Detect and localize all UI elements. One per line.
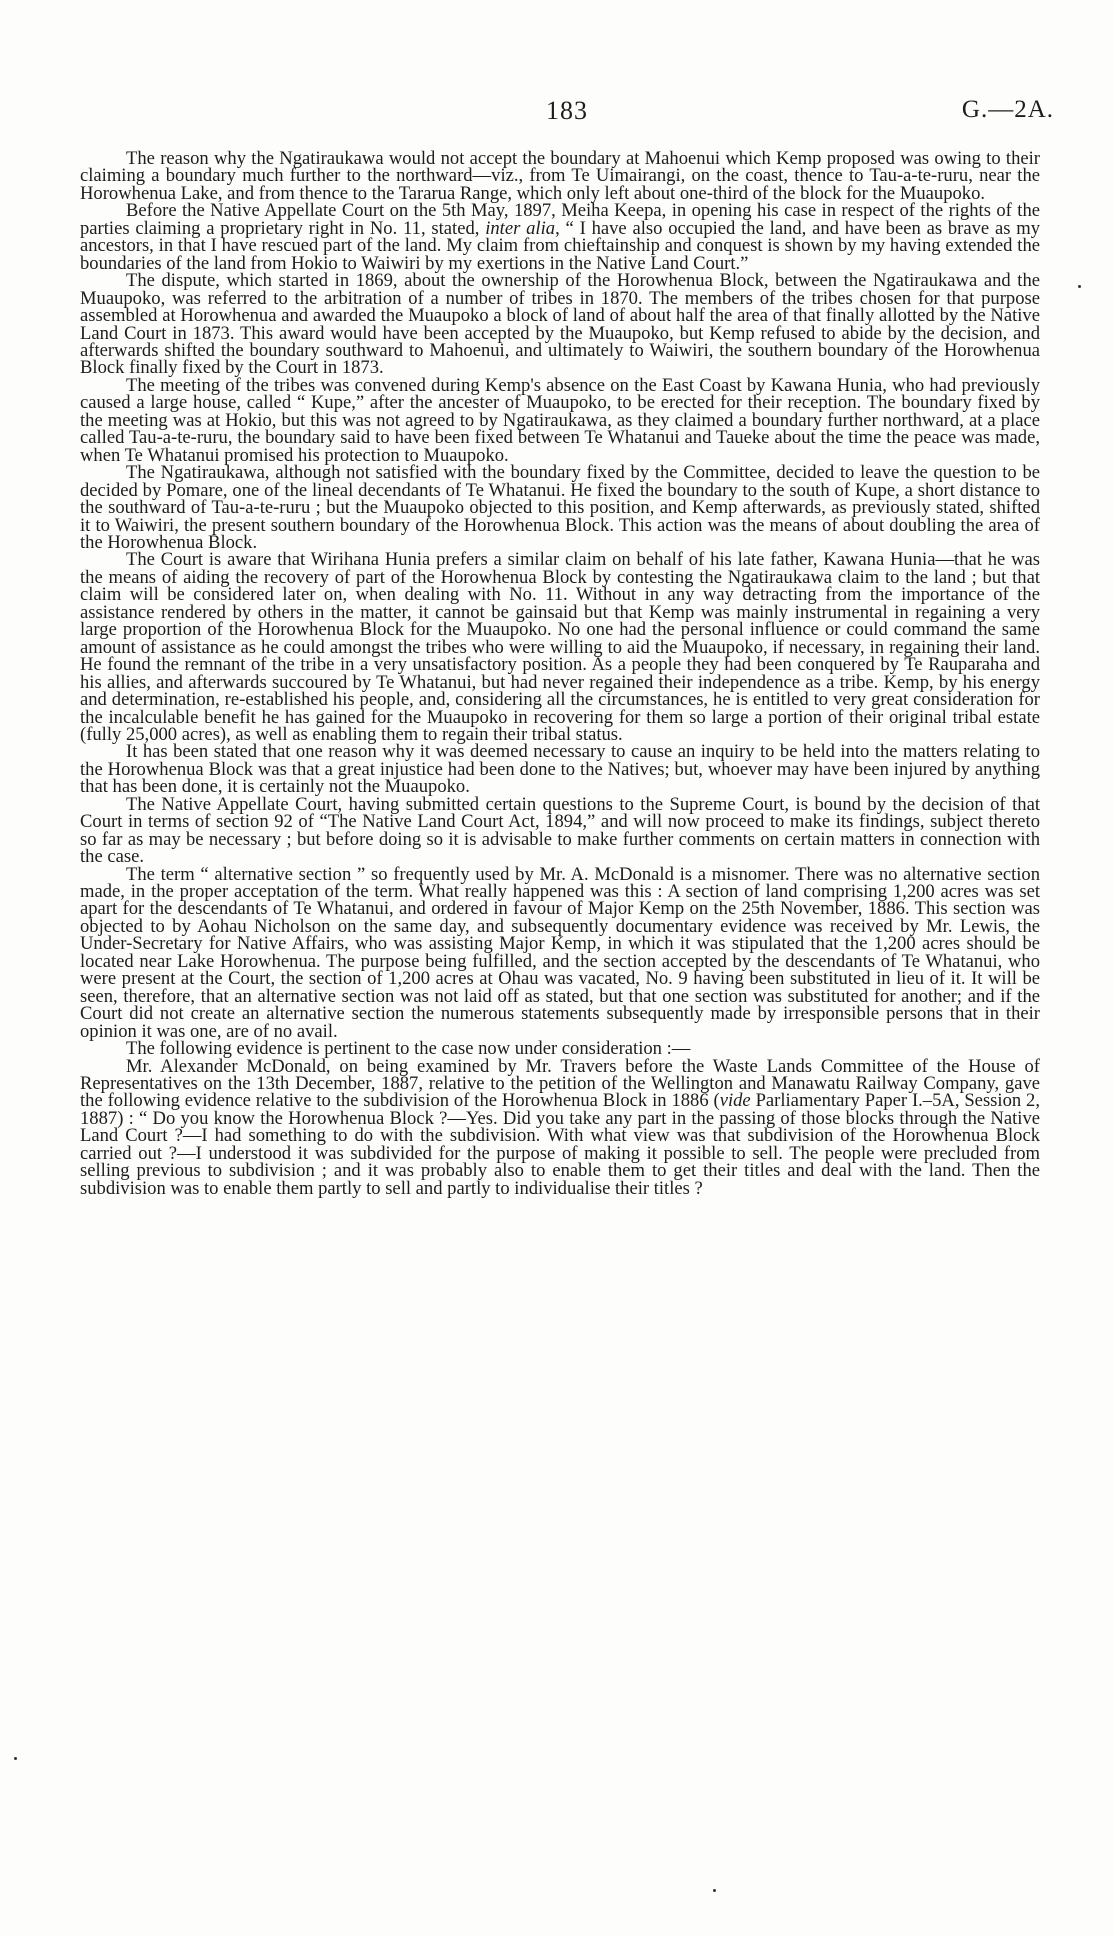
margin-speck (14, 1757, 17, 1760)
paragraph-2 (80, 202, 1040, 272)
margin-speck (1078, 285, 1081, 288)
paragraph-11-text-a: Mr. Alexander McDonald, on being examined by Mr. Travers before the Waste Lands Committee of the House of Representatives on the 13th December, 1887, relative to the petition of the Wellington and Manawatu Railway Company, gave the following evidence relative to the subdivision of the Horowhenua Block in 1886 ( (80, 1055, 1040, 1112)
paragraph-7: It has been stated that one reason why it was deemed necessary to cause an inquiry to be held into the matters relating to the Horowhenua Block was that a great injustice had been done to the Natives; but, whoever may have been injured by anything that has been done, it is certainly not the Muaupoko. (80, 741, 1040, 798)
document-reference: G.—2A. (961, 96, 1054, 123)
paragraph-2-text-a: Before the Native Appellate Court on the 5th May, 1897, Meiha Keepa, in opening his case in respect of the rights of the parties claiming a proprietary right in No. 11, stated, (80, 200, 1040, 239)
page-number: 183 (546, 96, 588, 125)
paragraph-11 (80, 1055, 1040, 1199)
paragraph-5: The Ngatiraukawa, although not satisfied with the boundary fixed by the Committee, decided to leave the question to be decided by Pomare, one of the lineal decendants of Te Whatanui. He fixed the boundary to the south of Kupe, a short distance to the southward of Tau-a-te-ruru ; but the Muaupoko objected to this position, and Kemp afterwards, as previously stated, shifted it to Waiwiri, the present southern boundary of the Horowhenua Block. This action was the means of about doubling the area of the Horowhenua Block. (80, 462, 1040, 553)
paragraph-10: The following evidence is pertinent to the case now under consideration :— (126, 1038, 691, 1060)
paragraph-6: The Court is aware that Wirihana Hunia prefers a similar claim on behalf of his late father, Kawana Hunia—that he was the means of aiding the recovery of part of the Horowhenua Block by contesting the Ngatiraukawa claim to the land ; but that claim will be considered later on, when dealing with No. 11. Without in any way detracting from the importance of the assistance rendered by others in the matter, it cannot be gainsaid but that Kemp was mainly instrumental in regaining a very large proportion of the Horowhenua Block for the Muaupoko. No one had the personal influence or could command the same amount of assistance as he could amongst the tribes who were willing to aid the Muaupoko, if necessary, in regaining their land. He found the remnant of the tribe in a very unsatisfactory position. As a people they had been conquered by Te Rauparaha and his allies, and afterwards succoured by Te Whatanui, but had never regained their independence as a tribe. Kemp, by his energy and determination, re-established his people, and, considering all the circumstances, he is entitled to very great consideration for the incalculable benefit he has gained for the Muaupoko in recovering for them so large a portion of their original tribal estate (fully 25,000 acres), as well as enabling them to regain their tribal status. (80, 549, 1040, 745)
body-text (80, 150, 1040, 1197)
paragraph-4: The meeting of the tribes was convened during Kemp's absence on the East Coast by Kawana Hunia, who had previously caused a large house, called “ Kupe,” after the ancester of Muaupoko, to be erected for their reception. The boundary fixed by the meeting was at Hokio, but this was not agreed to by Ngatiraukawa, as they claimed a boundary further northward, at a place called Tau-a-te-ruru, the boundary said to have been fixed between Te Whatanui and Taueke about the time the peace was made, when Te Whatanui promised his protection to Muaupoko. (80, 374, 1040, 466)
paragraph-3: The dispute, which started in 1869, about the ownership of the Horowhenua Block, between the Ngatiraukawa and the Muaupoko, was referred to the arbitration of a number of tribes in 1870. The members of the tribes chosen for that purpose assembled at Horowhenua and awarded the Muaupoko a block of land of about half the area of that finally allotted by the Native Land Court in 1873. This award would have been accepted by the Muaupoko, but Kemp refused to abide by the decision, and afterwards shifted the boundary southward to Mahoenui, and ultimately to Waiwiri, the southern boundary of the Horowhenua Block finally fixed by the Court in 1873. (80, 270, 1040, 379)
paragraph-1: The reason why the Ngatiraukawa would not accept the boundary at Mahoenui which Kemp proposed was owing to their claiming a boundary much further to the northward—viz., from Te Uimairangi, on the coast, thence to Tau-a-te-ruru, near the Horowhenua Lake, and from thence to the Tararua Range, which only left about one-third of the block for the Muaupoko. (80, 148, 1040, 204)
paragraph-9: The term “ alternative section ” so frequently used by Mr. A. McDonald is a misnomer. There was no alternative section made, in the proper acceptation of the term. What really happened was this : A section of land comprising 1,200 acres was set apart for the descendants of Te Whatanui, and ordered in favour of Major Kemp on the 25th November, 1886. This section was objected to by Aohau Nicholson on the same day, and subsequently documentary evidence was received by Mr. Lewis, the Under-Secretary for Native Affairs, who was assisting Major Kemp, in which it was stipulated that the 1,200 acres should be located near Lake Horowhenua. The purpose being fulfilled, and the section accepted by the descendants of Te Whatanui, who were present at the Court, the section of 1,200 acres at Ohau was vacated, No. 9 having been substituted in lieu of it. It will be seen, therefore, that an alternative section was not laid off as stated, but that one section was substituted for another; and if the Court did not create an alternative section the numerous statements subsequently made by irresponsible persons that in their opinion it was one, are of no avail. (80, 863, 1040, 1042)
italic-phrase-inter-alia: inter alia (485, 217, 556, 239)
paragraph-2-text-b: , “ I have also occupied the land, and have been as brave as my ancestors, in that I have rescued part of the land. My claim from chieftainship and conquest is shown by my having extended the boundaries of the land from Hokio to Waiwiri by my exertions in the Native Land Court.” (80, 217, 1040, 274)
margin-speck (713, 1889, 716, 1892)
paragraph-11-text-b: Parliamentary Paper I.–5A, Session 2, 1887) : “ Do you know the Horowhenua Block ?—Yes. Did you take any part in the passing of those blocks through the Native Land Court ?—I had something to do with the subdivision. With what view was that subdivision of the Horowhenua Block carried out ?—I understood it was subdivided for the purpose of making it possible to sell. The people were precluded from selling previous to subdivision ; and it was probably also to enable them to get their titles and deal with the land. Then the subdivision was to enable them partly to sell and partly to individualise their titles ? (80, 1090, 1040, 1199)
italic-word-vide: vide (719, 1090, 751, 1112)
page-header (80, 96, 1054, 136)
paragraph-8: The Native Appellate Court, having submitted certain questions to the Supreme Court, is bound by the decision of that Court in terms of section 92 of “The Native Land Court Act, 1894,” and will now proceed to make its findings, subject thereto so far as may be necessary ; but before doing so it is advisable to make further comments on certain matters in connection with the case. (80, 793, 1040, 868)
